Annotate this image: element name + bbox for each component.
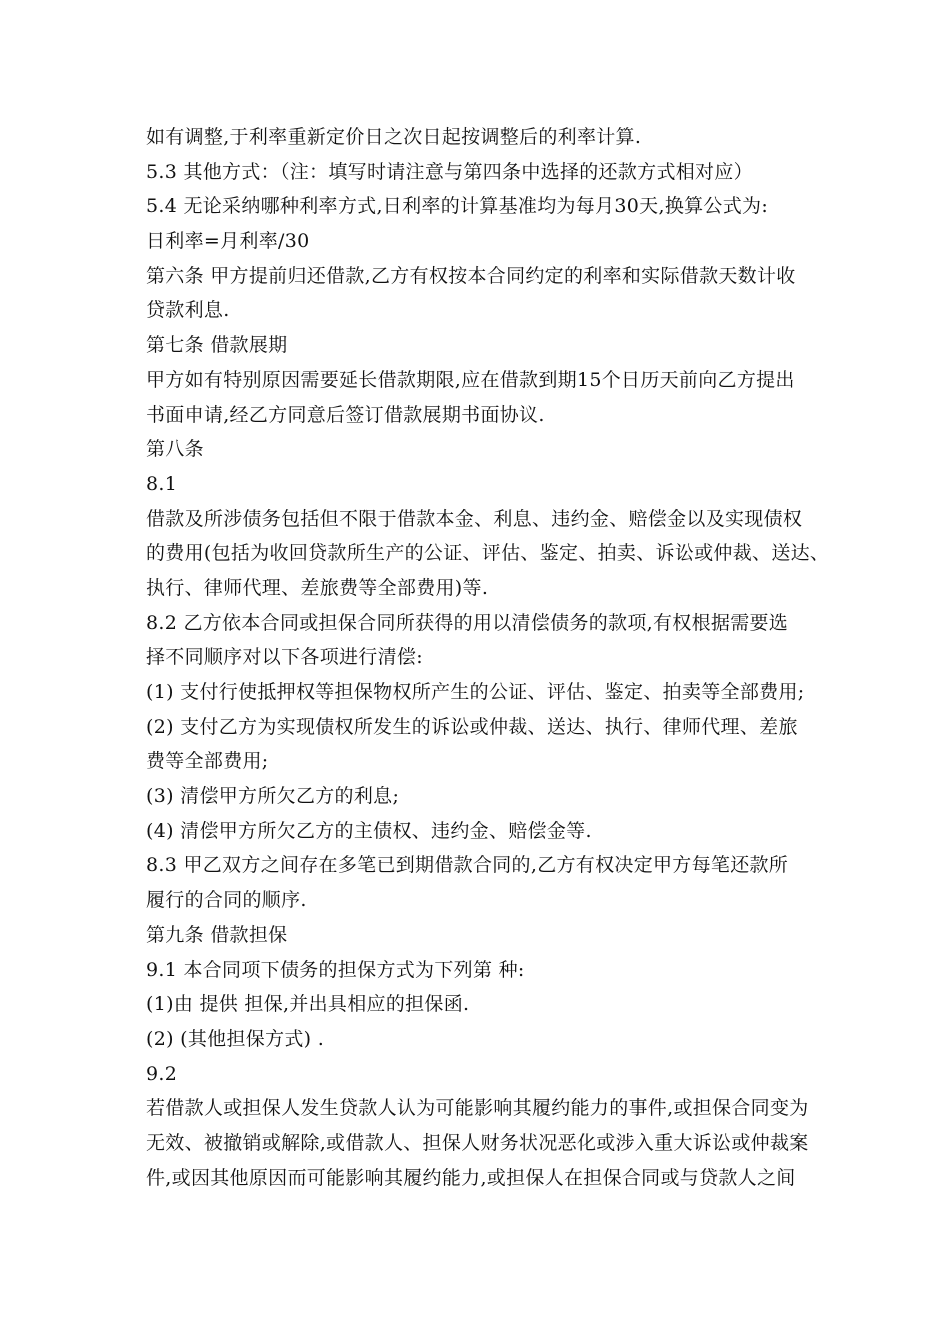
text-line: 的费用(包括为收回贷款所生产的公证、评估、鉴定、拍卖、诉讼或仲裁、送达、 <box>146 542 830 565</box>
list-item: (2) (其他担保方式) . <box>146 1027 325 1050</box>
text-line: 5.4 无论采纳哪种利率方式,日利率的计算基准均为每月30天,换算公式为: <box>146 195 769 218</box>
document-body <box>146 120 836 1195</box>
section-heading: 第八条 <box>146 438 204 461</box>
text-line: 贷款利息. <box>146 299 230 322</box>
text-line: 第六条 甲方提前归还借款,乙方有权按本合同约定的利率和实际借款天数计收 <box>146 264 796 287</box>
text-line: 择不同顺序对以下各项进行清偿: <box>146 646 423 669</box>
list-item: (1)由 提供 担保,并出具相应的担保函. <box>146 993 470 1016</box>
text-line: 8.3 甲乙双方之间存在多笔已到期借款合同的,乙方有权决定甲方每笔还款所 <box>146 854 789 877</box>
text-line: 履行的合同的顺序. <box>146 889 307 912</box>
list-item: (2) 支付乙方为实现债权所发生的诉讼或仲裁、送达、执行、律师代理、差旅 <box>146 715 798 738</box>
section-heading: 第七条 借款展期 <box>146 334 288 357</box>
text-line: 9.1 本合同项下债务的担保方式为下列第 种: <box>146 958 525 981</box>
text-line: 书面申请,经乙方同意后签订借款展期书面协议. <box>146 403 545 426</box>
clause-number: 8.1 <box>146 472 178 495</box>
text-line: 日利率=月利率/30 <box>146 230 310 253</box>
text-line: 5.3 其他方式：（注：填写时请注意与第四条中选择的还款方式相对应） <box>146 160 753 183</box>
clause-number: 9.2 <box>146 1062 178 1085</box>
text-line: 8.2 乙方依本合同或担保合同所获得的用以清偿债务的款项,有权根据需要选 <box>146 611 789 634</box>
section-heading: 第九条 借款担保 <box>146 923 288 946</box>
text-line: 执行、律师代理、差旅费等全部费用)等. <box>146 576 489 599</box>
text-line: 如有调整,于利率重新定价日之次日起按调整后的利率计算. <box>146 126 642 148</box>
text-line: 借款及所涉债务包括但不限于借款本金、利息、违约金、赔偿金以及实现债权 <box>146 507 803 530</box>
text-line: 甲方如有特别原因需要延长借款期限,应在借款到期15个日历天前向乙方提出 <box>146 368 795 391</box>
list-item: (4) 清偿甲方所欠乙方的主债权、违约金、赔偿金等. <box>146 819 592 842</box>
text-line: 件,或因其他原因而可能影响其履约能力,或担保人在担保合同或与贷款人之间 <box>146 1166 796 1189</box>
text-line: 无效、被撤销或解除,或借款人、担保人财务状况恶化或涉入重大诉讼或仲裁案 <box>146 1131 809 1154</box>
text-line: 若借款人或担保人发生贷款人认为可能影响其履约能力的事件,或担保合同变为 <box>146 1097 809 1120</box>
text-line: 费等全部费用; <box>146 750 269 773</box>
list-item: (3) 清偿甲方所欠乙方的利息; <box>146 785 400 808</box>
list-item: (1) 支付行使抵押权等担保物权所产生的公证、评估、鉴定、拍卖等全部费用; <box>146 681 805 703</box>
